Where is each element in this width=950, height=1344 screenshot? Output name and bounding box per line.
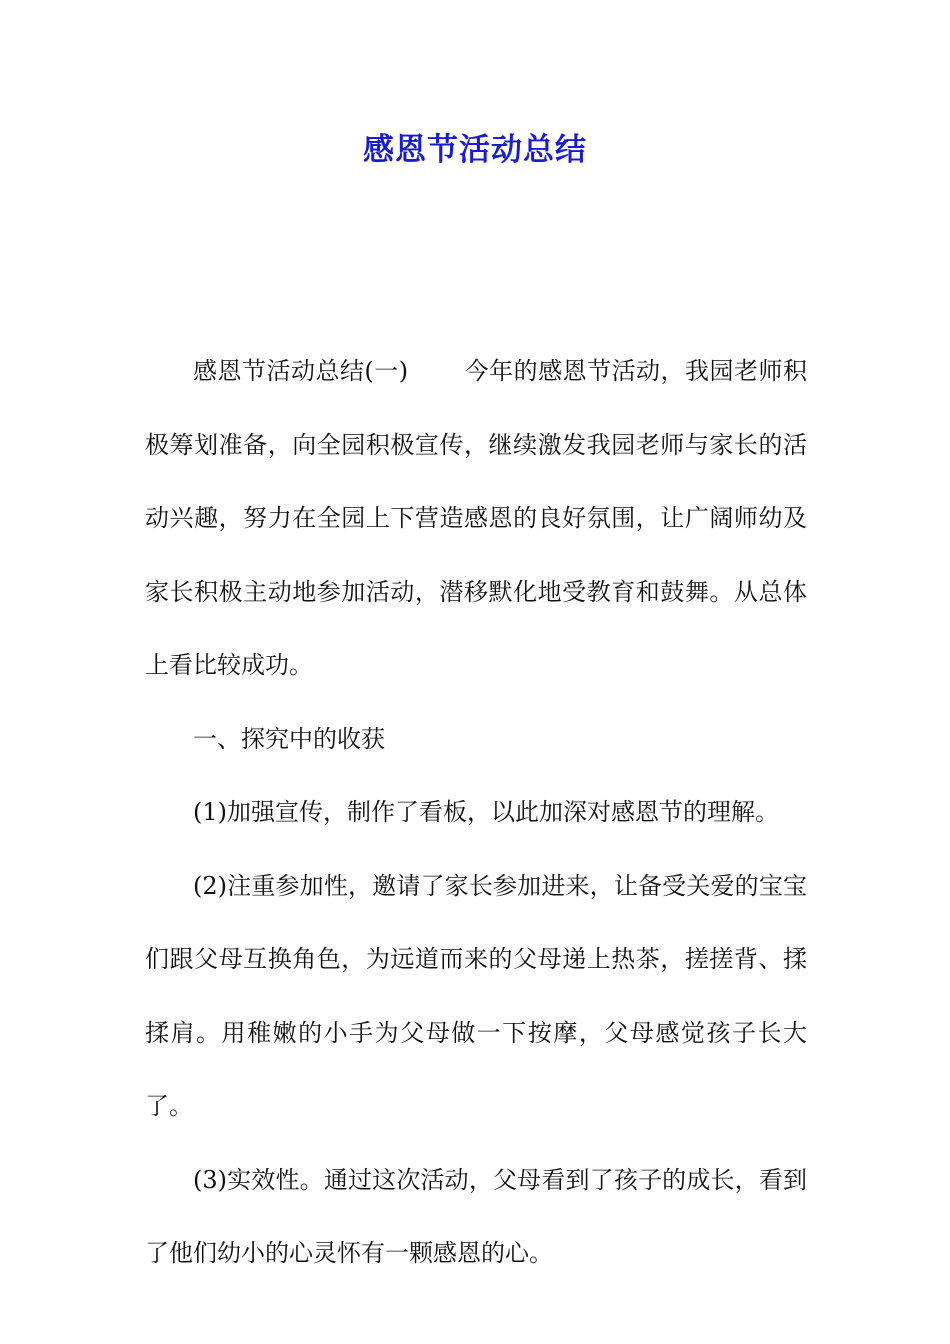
document-body	[145, 335, 807, 1291]
list-item-2: (2)注重参加性，邀请了家长参加进来，让备受关爱的宝宝们跟父母互换角色，为远道而来的父母递上热茶，搓搓背、揉揉肩。用稚嫩的小手为父母做一下按摩，父母感觉孩子长大了。	[145, 871, 807, 1120]
document-title: 感恩节活动总结	[363, 132, 587, 168]
list-item-1: (1)加强宣传，制作了看板，以此加深对感恩节的理解。	[193, 798, 779, 826]
intro-text: 今年的感恩节活动，我园老师积极筹划准备，向全园积极宣传，继续激发我园老师与家长的活动兴趣，努力在全园上下营造感恩的良好氛围，让广阔师幼及家长积极主动地参加活动，潜移默化地受教育和鼓舞。从总体上看比较成功。	[145, 357, 807, 679]
section-heading: 一、探究中的收获	[193, 724, 385, 753]
intro-heading: 感恩节活动总结(一)	[193, 357, 409, 385]
list-item-3: (3)实效性。通过这次活动，父母看到了孩子的成长，看到了他们幼小的心灵怀有一颗感恩的心。	[145, 1165, 807, 1267]
intro-paragraph	[145, 335, 807, 703]
